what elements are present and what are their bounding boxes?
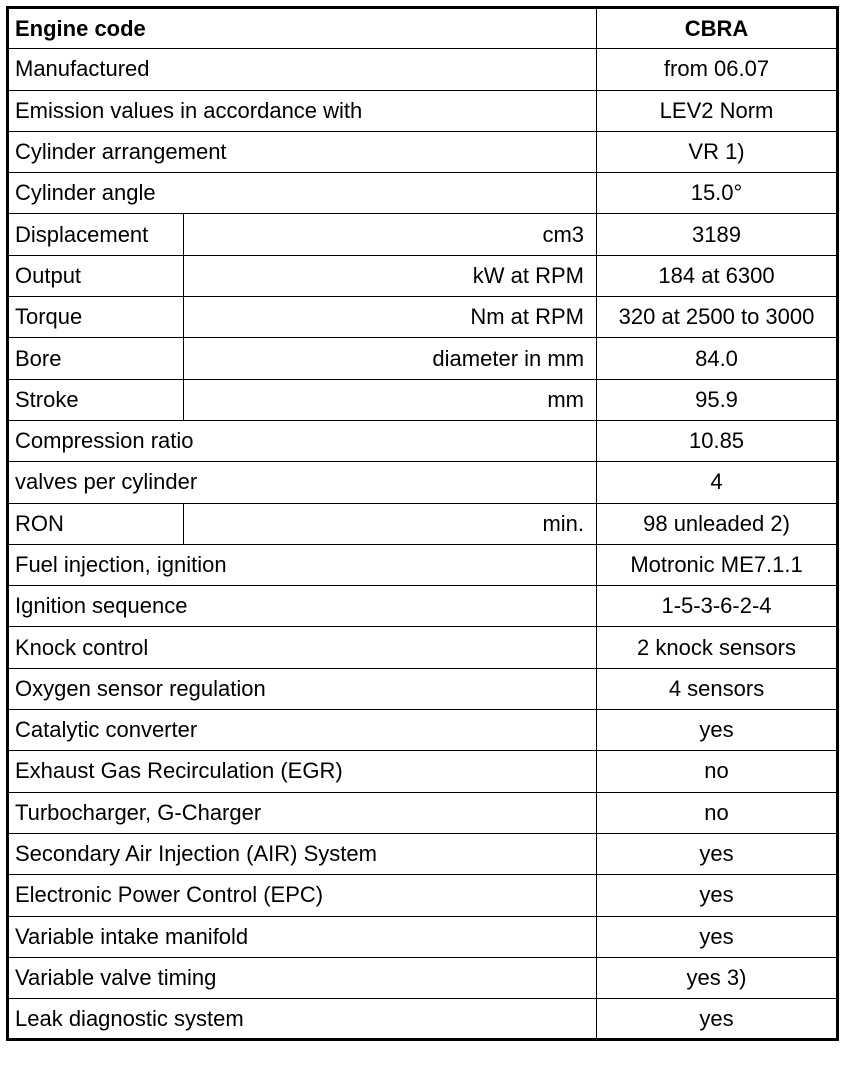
header-value: CBRA	[597, 8, 838, 49]
table-row	[8, 379, 838, 420]
engine-spec-table	[6, 6, 839, 1041]
row-unit: mm	[184, 379, 597, 420]
row-label: Fuel injection, ignition	[8, 544, 597, 585]
row-label: Variable valve timing	[8, 957, 597, 998]
row-label: Turbocharger, G-Charger	[8, 792, 597, 833]
row-unit: diameter in mm	[184, 338, 597, 379]
row-value: no	[597, 792, 838, 833]
row-label: valves per cylinder	[8, 462, 597, 503]
row-value: yes	[597, 710, 838, 751]
row-value: 95.9	[597, 379, 838, 420]
row-label: Knock control	[8, 627, 597, 668]
row-value: 184 at 6300	[597, 255, 838, 296]
row-value: 2 knock sensors	[597, 627, 838, 668]
row-value: 10.85	[597, 420, 838, 461]
table-row	[8, 751, 838, 792]
table-row	[8, 338, 838, 379]
row-label: Secondary Air Injection (AIR) System	[8, 833, 597, 874]
table-row	[8, 586, 838, 627]
table-row	[8, 173, 838, 214]
row-unit: min.	[184, 503, 597, 544]
row-value: VR 1)	[597, 131, 838, 172]
row-label: Bore	[8, 338, 184, 379]
table-row	[8, 420, 838, 461]
row-value: from 06.07	[597, 49, 838, 90]
row-value: 1-5-3-6-2-4	[597, 586, 838, 627]
row-value: 98 unleaded 2)	[597, 503, 838, 544]
table-row	[8, 833, 838, 874]
table-row	[8, 875, 838, 916]
row-value: yes	[597, 999, 838, 1040]
table-row	[8, 999, 838, 1040]
row-label: Compression ratio	[8, 420, 597, 461]
row-value: Motronic ME7.1.1	[597, 544, 838, 585]
row-label: Leak diagnostic system	[8, 999, 597, 1040]
row-label: Cylinder angle	[8, 173, 597, 214]
row-unit: Nm at RPM	[184, 297, 597, 338]
row-value: yes	[597, 875, 838, 916]
row-value: 4 sensors	[597, 668, 838, 709]
table-row	[8, 668, 838, 709]
row-unit: cm3	[184, 214, 597, 255]
row-label: Emission values in accordance with	[8, 90, 597, 131]
row-label: RON	[8, 503, 184, 544]
row-label: Variable intake manifold	[8, 916, 597, 957]
table-row	[8, 297, 838, 338]
row-label: Catalytic converter	[8, 710, 597, 751]
table-row	[8, 49, 838, 90]
table-row	[8, 710, 838, 751]
table-row	[8, 90, 838, 131]
table-row	[8, 792, 838, 833]
spec-table-body	[8, 8, 838, 1040]
table-row	[8, 255, 838, 296]
table-row	[8, 214, 838, 255]
header-label: Engine code	[8, 8, 597, 49]
row-label: Oxygen sensor regulation	[8, 668, 597, 709]
row-value: LEV2 Norm	[597, 90, 838, 131]
table-row	[8, 462, 838, 503]
table-row	[8, 131, 838, 172]
row-label: Exhaust Gas Recirculation (EGR)	[8, 751, 597, 792]
table-row	[8, 627, 838, 668]
row-label: Manufactured	[8, 49, 597, 90]
table-row	[8, 544, 838, 585]
row-label: Ignition sequence	[8, 586, 597, 627]
row-value: yes 3)	[597, 957, 838, 998]
row-value: no	[597, 751, 838, 792]
row-value: 320 at 2500 to 3000	[597, 297, 838, 338]
row-value: yes	[597, 833, 838, 874]
row-value: 84.0	[597, 338, 838, 379]
row-label: Torque	[8, 297, 184, 338]
row-value: 3189	[597, 214, 838, 255]
row-value: 15.0°	[597, 173, 838, 214]
row-label: Displacement	[8, 214, 184, 255]
table-row	[8, 916, 838, 957]
table-row	[8, 957, 838, 998]
header-row	[8, 8, 838, 49]
row-label: Stroke	[8, 379, 184, 420]
table-row	[8, 503, 838, 544]
row-value: yes	[597, 916, 838, 957]
row-label: Cylinder arrangement	[8, 131, 597, 172]
row-label: Output	[8, 255, 184, 296]
row-unit: kW at RPM	[184, 255, 597, 296]
row-value: 4	[597, 462, 838, 503]
row-label: Electronic Power Control (EPC)	[8, 875, 597, 916]
